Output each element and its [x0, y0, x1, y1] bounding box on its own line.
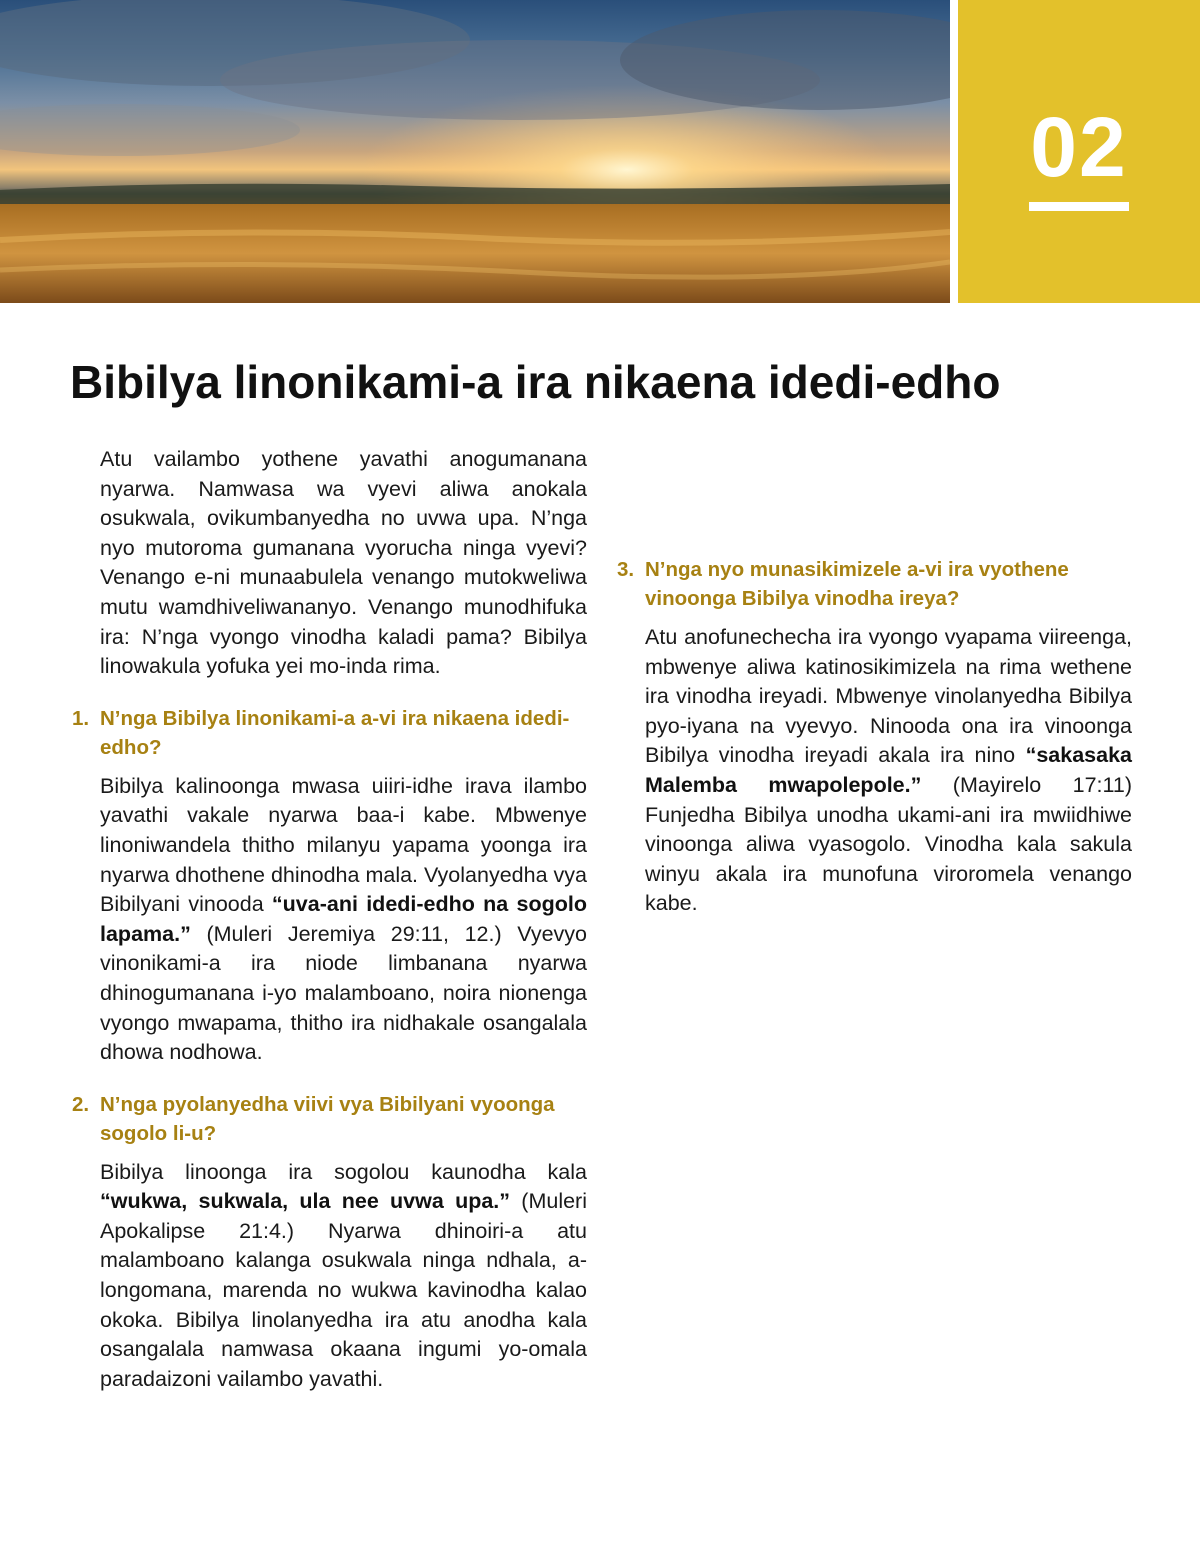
question-2	[72, 1090, 587, 1148]
question-number: 1.	[72, 706, 90, 730]
answer-quote: “sakasaka Malemba mwapolepole.”	[645, 743, 1132, 797]
intro-paragraph: Atu vailambo yothene yavathi anogumanana nyarwa. Namwasa wa vyevi aliwa anokala osukwala, ovikumbanyedha no uvwa upa. N’nga nyo mutoroma gumanana vyorucha ninga vyevi? Venango e-ni munaabulela venango mutokweliwa mutu wamdhiveliwananyo. Venango munodhifuka ira: N’nga vyongo vinodha kaladi pama? Bibilya linowakula yofuka yei mo-inda rima.	[100, 447, 587, 679]
answer-quote: “uva-ani idedi-edho na sogolo lapama.”	[100, 892, 587, 946]
question-text: N’nga nyo munasikimizele a-vi ira vyothene vinoonga Bibilya vinodha ireya?	[645, 558, 1069, 610]
question-1	[72, 704, 587, 762]
wheat-field-sunset-image	[0, 0, 950, 303]
answer-quote: “wukwa, sukwala, ula nee uvwa upa.”	[100, 1189, 511, 1214]
question-3	[617, 555, 1132, 613]
answer-2: Bibilya linoonga ira sogolou kaunodha kala “wukwa, sukwala, ula nee uvwa upa.” (Muleri Apokalipse 21:4.) Nyarwa dhinoiri-a atu malamboano kalanga osukwala ninga ndhala, a-longomana, marenda no wukwa kavinodha kalao okoka. Bibilya linolanyedha ira atu anodha kala osangalala namwasa okaana ingumi yo-omala paradaizoni vailambo yavathi.	[100, 1159, 587, 1391]
right-column	[617, 445, 1132, 919]
page-title: Bibilya linonikami-a ira nikaena idedi-edho	[70, 356, 1001, 408]
answer-3: Atu anofunechecha ira vyongo vyapama viireenga, mbwenye aliwa katinosikimizela na rima wethene ira vinodha ireyadi. Mbwenye vinolanyedha Bibilya pyo-iyana na vyevyo. Ninooda ona ira vinoonga Bibilya vinodha ireyadi akala ira nino “sakasaka Malemba mwapolepole.” (Mayirelo 17:11) Funjedha Bibilya unodha ukami-ani ira mwiidhiwe vinoonga aliwa vyasogolo. Vinodha kala sakula winyu akala ira munofuna viroromela venango kabe.	[645, 625, 1132, 916]
question-text: N’nga Bibilya linonikami-a a-vi ira nikaena idedi-edho?	[100, 706, 570, 759]
question-text: N’nga pyolanyedha viivi vya Bibilyani vyoonga sogolo li-u?	[100, 1092, 555, 1145]
question-number: 2.	[72, 1092, 90, 1116]
answer-1: Bibilya kalinoonga mwasa uiiri-idhe irava ilambo yavathi vakale nyarwa baa-i kabe. Mbwenye linoniwandela thitho milanyu yapama yoonga ira nyarwa dhothene dhinodha mala. Vyolanyedha vya Bibilyani vinooda “uva-ani idedi-edho na sogolo lapama.” (Muleri Jeremiya 29:11, 12.) Vyevyo vinonikami-a ira niode limbanana nyarwa dhinogumanana i-yo malamboano, noira nionenga vyongo mwapama, thitho ira nidhakale osangalala dhowa nodhowa.	[100, 773, 587, 1065]
lesson-number: 02	[1030, 100, 1128, 194]
lesson-number-underline	[1029, 202, 1129, 211]
header-photo	[0, 0, 950, 303]
question-number: 3.	[617, 558, 635, 581]
lesson-badge	[958, 0, 1200, 303]
left-column	[72, 445, 587, 1394]
